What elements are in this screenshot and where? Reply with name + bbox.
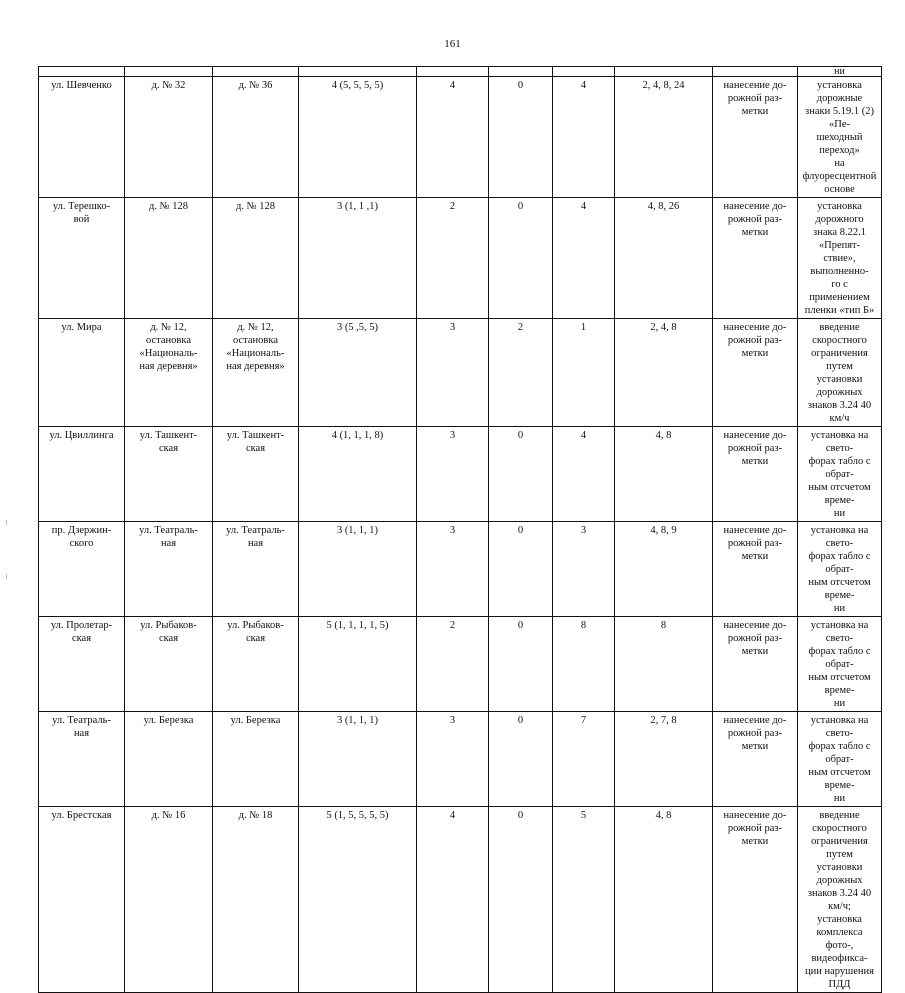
count-cell: 3: [417, 522, 489, 617]
street-cell: ул. Брестская: [39, 807, 125, 993]
to-cell: ул. Березка: [213, 712, 299, 807]
from-cell: д. № 12, остановка «Националь- ная деревня»: [125, 319, 213, 427]
continuation-row: [39, 67, 882, 77]
note-cell: установка на свето- форах табло с обрат- ным отсчетом време- ни: [798, 712, 882, 807]
measure-cell: нанесение до- рожной раз- метки: [713, 319, 798, 427]
street-cell: ул. Цвиллинга: [39, 427, 125, 522]
note-cell: установка на свето- форах табло с обрат- ным отсчетом време- ни: [798, 617, 882, 712]
note-cell: установка на свето- форах табло с обрат- ным отсчетом време- ни: [798, 522, 882, 617]
table-row: [39, 712, 882, 807]
table-row: [39, 522, 882, 617]
note-cell: установка дорожного знака 8.22.1 «Препят- ствие», выполненно- го с применением пленки «тип Б»: [798, 198, 882, 319]
codes-cell: 2, 4, 8: [615, 319, 713, 427]
scan-mark: [6, 574, 7, 579]
count-cell: 2: [489, 319, 553, 427]
table-row: [39, 807, 882, 993]
table-row: [39, 617, 882, 712]
street-cell: ул. Театраль- ная: [39, 712, 125, 807]
count-cell: 0: [489, 712, 553, 807]
measure-cell: нанесение до- рожной раз- метки: [713, 427, 798, 522]
continuation-note-cell: ни: [798, 67, 882, 77]
pattern-cell: 3 (1, 1 ,1): [299, 198, 417, 319]
street-cell: ул. Шевченко: [39, 77, 125, 198]
count-cell: 2: [417, 617, 489, 712]
count-cell: 4: [553, 77, 615, 198]
measures-table: [38, 66, 882, 993]
from-cell: д. № 32: [125, 77, 213, 198]
pattern-cell: 3 (1, 1, 1): [299, 522, 417, 617]
to-cell: ул. Рыбаков- ская: [213, 617, 299, 712]
to-cell: ул. Театраль- ная: [213, 522, 299, 617]
codes-cell: 4, 8, 9: [615, 522, 713, 617]
count-cell: 0: [489, 77, 553, 198]
from-cell: д. № 128: [125, 198, 213, 319]
pattern-cell: 4 (5, 5, 5, 5): [299, 77, 417, 198]
count-cell: 4: [417, 807, 489, 993]
pattern-cell: 4 (1, 1, 1, 8): [299, 427, 417, 522]
count-cell: 3: [417, 712, 489, 807]
measure-cell: нанесение до- рожной раз- метки: [713, 807, 798, 993]
pattern-cell: 3 (1, 1, 1): [299, 712, 417, 807]
measure-cell: нанесение до- рожной раз- метки: [713, 522, 798, 617]
note-cell: установка дорожные знаки 5.19.1 (2) «Пе- шеходный переход» на флуоресцентной основе: [798, 77, 882, 198]
from-cell: ул. Рыбаков- ская: [125, 617, 213, 712]
pattern-cell: 5 (1, 5, 5, 5, 5): [299, 807, 417, 993]
note-cell: введение скоростного ограничения путем установки дорожных знаков 3.24 40 км/ч; установка комплекса фото-, видеофикса- ции нарушения ПДД: [798, 807, 882, 993]
count-cell: 3: [553, 522, 615, 617]
from-cell: ул. Березка: [125, 712, 213, 807]
codes-cell: 2, 7, 8: [615, 712, 713, 807]
table-row: [39, 319, 882, 427]
codes-cell: 2, 4, 8, 24: [615, 77, 713, 198]
street-cell: ул. Пролетар- ская: [39, 617, 125, 712]
note-cell: установка на свето- форах табло с обрат- ным отсчетом време- ни: [798, 427, 882, 522]
count-cell: 0: [489, 807, 553, 993]
codes-cell: 4, 8, 26: [615, 198, 713, 319]
codes-cell: 4, 8: [615, 807, 713, 993]
measure-cell: нанесение до- рожной раз- метки: [713, 77, 798, 198]
measure-cell: нанесение до- рожной раз- метки: [713, 198, 798, 319]
codes-cell: 8: [615, 617, 713, 712]
count-cell: 0: [489, 198, 553, 319]
count-cell: 0: [489, 427, 553, 522]
count-cell: 4: [553, 427, 615, 522]
street-cell: ул. Терешко- вой: [39, 198, 125, 319]
to-cell: ул. Ташкент- ская: [213, 427, 299, 522]
count-cell: 1: [553, 319, 615, 427]
pattern-cell: 3 (5 ,5, 5): [299, 319, 417, 427]
street-cell: ул. Мира: [39, 319, 125, 427]
to-cell: д. № 18: [213, 807, 299, 993]
count-cell: 5: [553, 807, 615, 993]
from-cell: д. № 16: [125, 807, 213, 993]
from-cell: ул. Театраль- ная: [125, 522, 213, 617]
codes-cell: 4, 8: [615, 427, 713, 522]
street-cell: пр. Дзержин- ского: [39, 522, 125, 617]
count-cell: 2: [417, 198, 489, 319]
count-cell: 4: [417, 77, 489, 198]
from-cell: ул. Ташкент- ская: [125, 427, 213, 522]
page-number: 161: [444, 38, 461, 50]
count-cell: 3: [417, 427, 489, 522]
pattern-cell: 5 (1, 1, 1, 1, 5): [299, 617, 417, 712]
count-cell: 7: [553, 712, 615, 807]
to-cell: д. № 36: [213, 77, 299, 198]
to-cell: д. № 128: [213, 198, 299, 319]
count-cell: 0: [489, 522, 553, 617]
to-cell: д. № 12, остановка «Националь- ная деревня»: [213, 319, 299, 427]
measure-cell: нанесение до- рожной раз- метки: [713, 617, 798, 712]
count-cell: 0: [489, 617, 553, 712]
table-row: [39, 198, 882, 319]
count-cell: 8: [553, 617, 615, 712]
note-cell: введение скоростного ограничения путем установки дорожных знаков 3.24 40 км/ч: [798, 319, 882, 427]
measure-cell: нанесение до- рожной раз- метки: [713, 712, 798, 807]
scan-mark: [6, 520, 7, 525]
count-cell: 4: [553, 198, 615, 319]
table-row: [39, 77, 882, 198]
table-row: [39, 427, 882, 522]
count-cell: 3: [417, 319, 489, 427]
